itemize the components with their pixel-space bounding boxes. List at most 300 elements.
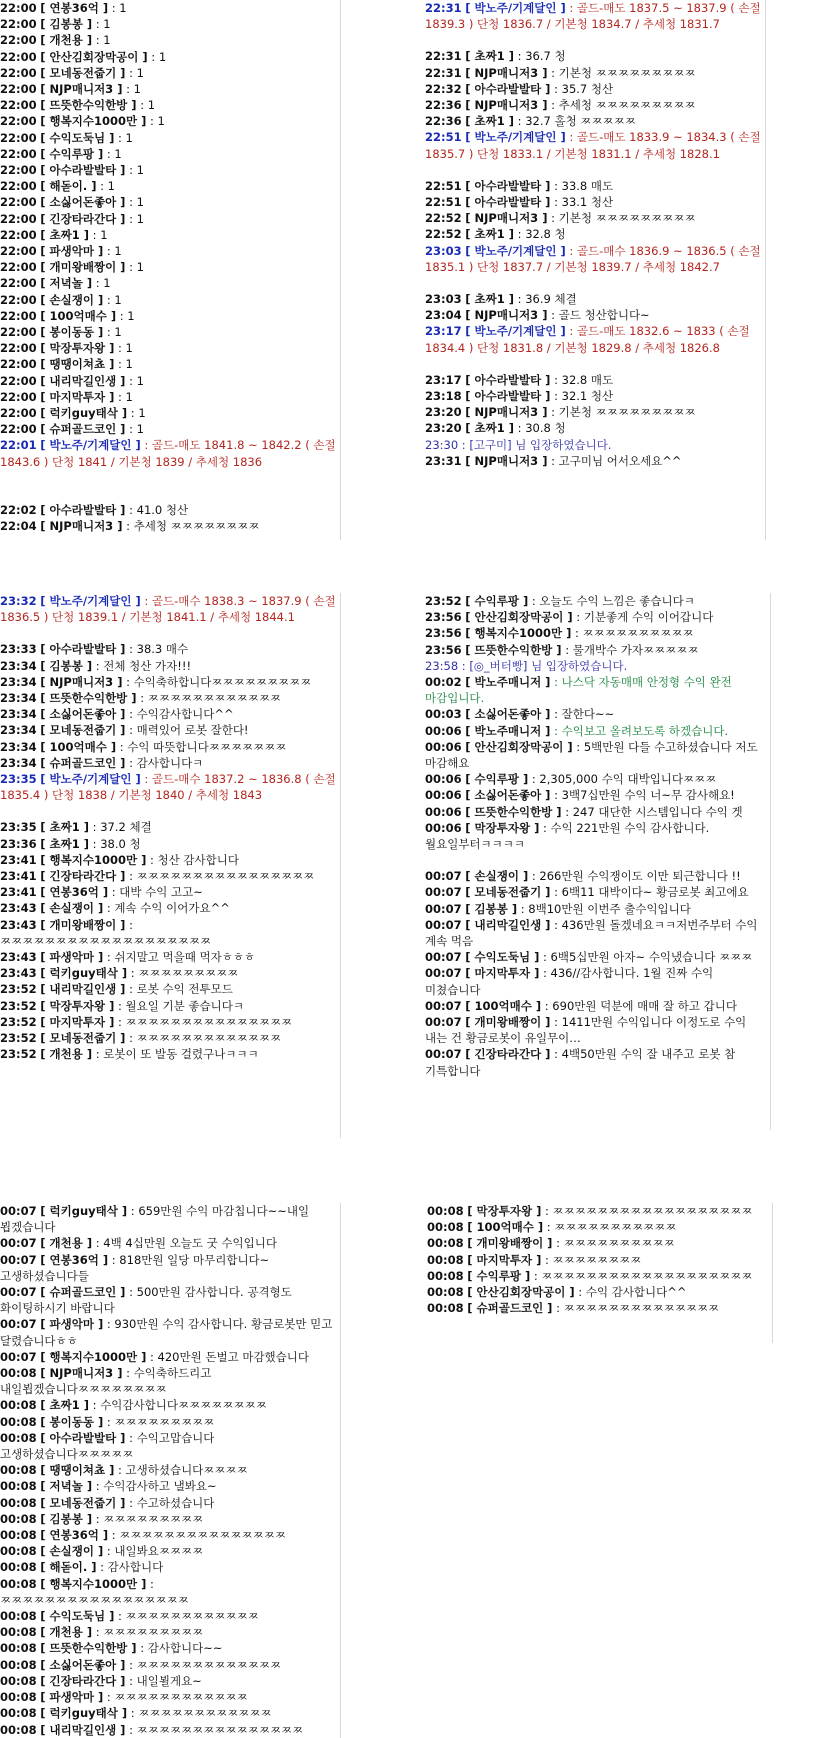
message-nickname: [ 수익루팡 ]: [40, 146, 104, 161]
message-time: 00:08: [427, 1285, 464, 1300]
message-gap: [0, 470, 340, 502]
message-text: : 1: [92, 33, 111, 48]
message-nickname: [ 개천용 ]: [40, 1047, 93, 1062]
chat-message: [425, 625, 770, 641]
message-gap: [0, 803, 340, 819]
message-text: : 기본청 ㅉㅉㅉㅉㅉㅉㅉㅉㅉ: [547, 65, 696, 80]
chat-log-panel-5: [0, 1203, 341, 1738]
message-time: 22:00: [0, 260, 37, 275]
message-time: 00:08: [427, 1236, 464, 1251]
message-time: 00:07: [425, 998, 462, 1013]
message-time: 23:03: [425, 292, 462, 307]
message-nickname: [ 100억매수 ]: [40, 739, 117, 754]
message-time: 00:08: [427, 1220, 464, 1235]
message-nickname: [ 초짜1 ]: [465, 114, 515, 129]
chat-message: [0, 658, 340, 674]
message-text: : 420만원 돈벌고 마감했습니다: [146, 1349, 309, 1364]
message-text: [◎_버터빵] 님 입장하였습니다.: [465, 658, 628, 673]
message-text: : ㅉㅉㅉㅉㅉㅉㅉㅉㅉㅉㅉㅉ: [136, 691, 282, 706]
chat-message: [0, 324, 340, 340]
chat-message: [0, 162, 340, 178]
message-time: 23:35: [0, 820, 37, 835]
message-text: : 수고하셨습니다: [125, 1495, 215, 1510]
chat-message: [0, 518, 340, 534]
chat-message: [425, 178, 765, 194]
chat-message: [0, 1543, 340, 1559]
message-nickname: [ NJP매니저3 ]: [465, 308, 548, 323]
message-text: : 2,305,000 수익 대박입니다ㅉㅉㅉ: [528, 772, 717, 787]
message-time: 22:36: [425, 114, 462, 129]
message-nickname: [ 김봉봉 ]: [465, 901, 518, 916]
chat-message: [0, 868, 340, 884]
chat-message: [425, 965, 770, 997]
message-time: 00:07: [0, 1317, 37, 1332]
message-time: 22:32: [425, 81, 462, 96]
message-time: 22:31: [425, 65, 462, 80]
message-text: : 골드-매도 1833.9 ~ 1834.3 ( 손절 1835.7 ) 단청 1833.1 / 기본청 1831.1 / 추세청 1828.1: [425, 130, 761, 161]
message-nickname: [ 소싫어돈좋아 ]: [40, 195, 126, 210]
message-text: : 골드-매수 1837.2 ~ 1836.8 ( 손절 1835.4 ) 단청 1838 / 기본청 1840 / 추세청 1843: [0, 772, 336, 803]
chat-message: [0, 308, 340, 324]
message-time: 22:00: [0, 227, 37, 242]
message-nickname: [ 럭키guy태삭 ]: [40, 1706, 128, 1721]
chat-message: [0, 1527, 340, 1543]
chat-message: [0, 373, 340, 389]
chat-message: [0, 1014, 340, 1030]
message-nickname: [ 개천용 ]: [40, 1625, 93, 1640]
message-time: 23:33: [0, 642, 37, 657]
message-time: 23:04: [425, 308, 462, 323]
message-time: 00:08: [0, 1398, 37, 1413]
chat-message: [425, 307, 765, 323]
message-nickname: [ 박노주매니저 ]: [465, 675, 551, 690]
message-text: : 35.7 청산: [550, 81, 614, 96]
message-nickname: [ 김봉봉 ]: [40, 17, 93, 32]
message-nickname: [ 모네동전줍기 ]: [465, 885, 551, 900]
message-time: 22:36: [425, 98, 462, 113]
message-text: : 월요일 기분 좋습니다ㅋ: [114, 998, 244, 1013]
message-text: : 1: [125, 211, 144, 226]
message-time: 23:41: [0, 852, 37, 867]
message-nickname: [ 모네동전줍기 ]: [40, 1031, 126, 1046]
message-text: : 수익축하드리고 내일뵙겠습니다ㅉㅉㅉㅉㅉㅉㅉㅉ: [0, 1366, 212, 1397]
message-nickname: [ 소싫어돈좋아 ]: [40, 707, 126, 722]
message-text: : 1: [103, 292, 122, 307]
message-time: 00:06: [425, 804, 462, 819]
message-time: 00:08: [0, 1479, 37, 1494]
message-text: : 6백5십만원 아자~ 수익냈습니다 ㅉㅉㅉ: [539, 950, 753, 965]
message-text: : ㅉㅉㅉㅉㅉㅉㅉㅉㅉㅉㅉㅉㅉㅉㅉㅉㅉㅉ: [541, 1204, 753, 1218]
message-text: : ㅉㅉㅉㅉㅉㅉㅉㅉㅉㅉㅉㅉㅉㅉㅉㅉㅉㅉㅉ: [530, 1268, 753, 1283]
message-nickname: [ 행복지수1000만 ]: [40, 1349, 147, 1364]
message-nickname: [ 파생악마 ]: [40, 244, 104, 259]
message-nickname: [ 럭키guy태삭 ]: [40, 1204, 128, 1218]
chat-message: [0, 130, 340, 146]
message-time: 00:07: [0, 1204, 37, 1218]
message-time: 23:41: [0, 869, 37, 884]
chat-message: [0, 421, 340, 437]
message-nickname: [ 긴장타라간다 ]: [40, 211, 126, 226]
message-text: : ㅉㅉㅉㅉㅉㅉㅉㅉㅉㅉㅉㅉㅉ: [125, 1031, 282, 1046]
message-nickname: [ 모네동전줍기 ]: [40, 1495, 126, 1510]
message-time: 00:07: [425, 1047, 462, 1062]
message-nickname: [ 파생악마 ]: [40, 950, 104, 965]
message-time: 00:08: [0, 1641, 37, 1656]
message-time: 22:00: [0, 33, 37, 48]
message-text: : 1: [108, 1, 127, 15]
message-nickname: [ 아수라발발타 ]: [40, 163, 126, 178]
message-text: : 수익 감사합니다^^: [574, 1285, 687, 1300]
message-nickname: [ 개미왕배짱이 ]: [467, 1236, 553, 1251]
message-time: 23:20: [425, 421, 462, 436]
chat-log-panel-6: [427, 1203, 773, 1343]
chat-message: [427, 1252, 772, 1268]
message-nickname: [ 초짜1 ]: [40, 836, 90, 851]
message-time: 22:00: [0, 308, 37, 323]
message-nickname: [ 마지막투자 ]: [40, 389, 115, 404]
message-text: : 1: [125, 65, 144, 80]
message-time: 23:34: [0, 739, 37, 754]
message-nickname: [ 마지막투자 ]: [467, 1252, 542, 1267]
chat-message: [425, 65, 765, 81]
message-nickname: [ 초짜1 ]: [40, 820, 90, 835]
message-nickname: [ 박노주/기계달인 ]: [465, 1, 566, 15]
message-text: : ㅉㅉㅉㅉㅉㅉㅉㅉㅉㅉㅉㅉ: [114, 1609, 259, 1624]
chat-message: [0, 690, 340, 706]
message-text: : 1: [89, 227, 108, 242]
message-nickname: [ 수익루팡 ]: [467, 1268, 531, 1283]
message-text: : ㅉㅉㅉㅉㅉㅉㅉㅉㅉ: [127, 966, 239, 981]
message-nickname: [ 손실쟁이 ]: [40, 1544, 104, 1559]
message-time: 00:08: [0, 1690, 37, 1705]
chat-message: [0, 389, 340, 405]
message-time: 00:08: [0, 1609, 37, 1624]
chat-log-panel-1: [0, 0, 341, 540]
message-text: : 1: [122, 82, 141, 97]
message-nickname: [ 아수라발발타 ]: [40, 1430, 126, 1445]
message-time: 22:00: [0, 389, 37, 404]
message-text: : 1: [125, 422, 144, 437]
message-time: 00:08: [0, 1657, 37, 1672]
message-nickname: [ 뜨뜻한수익한방 ]: [40, 1641, 137, 1656]
message-nickname: [ 땡땡이쳐쵸 ]: [40, 1463, 115, 1478]
chat-message: [427, 1284, 772, 1300]
chat-message: [425, 226, 765, 242]
message-gap: [425, 162, 765, 178]
message-gap: [425, 356, 765, 372]
chat-message: [425, 323, 765, 355]
chat-message: [0, 755, 340, 771]
message-time: 00:07: [425, 869, 462, 884]
message-nickname: [ 김봉봉 ]: [40, 658, 93, 673]
message-time: 23:30 :: [425, 437, 466, 452]
message-nickname: [ 막장투자왕 ]: [40, 341, 115, 356]
message-text: : 1: [125, 195, 144, 210]
chat-message: [0, 340, 340, 356]
message-time: 23:17: [425, 372, 462, 387]
chat-message: [425, 81, 765, 97]
chat-message: [0, 900, 340, 916]
message-text: : 골드-매도 1832.6 ~ 1833 ( 손절 1834.4 ) 단청 1831.8 / 기본청 1829.8 / 추세청 1826.8: [425, 324, 750, 355]
chat-message: [425, 113, 765, 129]
message-time: 22:00: [0, 325, 37, 340]
message-time: 23:56: [425, 610, 462, 625]
chat-message: [425, 129, 765, 161]
chat-message: [0, 641, 340, 657]
chat-message: [0, 1640, 340, 1656]
chat-message: [425, 820, 770, 852]
message-text: : 내일뵐게요~: [125, 1673, 202, 1688]
message-time: 23:52: [0, 1014, 37, 1029]
message-text: : 오늘도 수익 느낌은 좋습니다ㅋ: [528, 594, 695, 608]
message-nickname: [ 슈퍼골드코인 ]: [40, 755, 126, 770]
message-nickname: [ 파생악마 ]: [40, 1317, 104, 1332]
chat-message: [0, 243, 340, 259]
chat-message: [0, 593, 340, 625]
chat-message: [425, 949, 770, 965]
message-nickname: [ 모네동전줍기 ]: [40, 65, 126, 80]
message-nickname: [ 초짜1 ]: [465, 227, 515, 242]
message-time: 23:20: [425, 405, 462, 420]
message-nickname: [ 아수라발발타 ]: [465, 195, 551, 210]
message-text: : 골드-매수 1836.9 ~ 1836.5 ( 손절 1835.1 ) 단청 1837.7 / 기본청 1839.7 / 추세청 1842.7: [425, 243, 761, 274]
chat-message: [0, 0, 340, 16]
message-time: 00:06: [425, 723, 462, 738]
message-text: : 3백7십만원 수익 너~무 감사해요!: [550, 788, 735, 803]
message-text: : 1: [147, 49, 167, 64]
chat-message: [425, 372, 765, 388]
message-text: : ㅉㅉㅉㅉㅉㅉㅉㅉ: [541, 1252, 642, 1267]
message-time: 00:07: [0, 1285, 37, 1300]
message-time: 00:08: [0, 1625, 37, 1640]
message-text: : 1: [125, 373, 144, 388]
chat-message: [0, 49, 340, 65]
message-nickname: [ 아수라발발타 ]: [465, 372, 551, 387]
chat-message: [0, 1252, 340, 1284]
chat-message: [425, 868, 770, 884]
message-time: 22:00: [0, 98, 37, 113]
chat-message: [0, 852, 340, 868]
message-time: 00:06: [425, 739, 462, 754]
message-text: : 1: [125, 163, 144, 178]
message-time: 22:31: [425, 49, 462, 64]
message-text: : 로봇이 또 발동 걸렸구나ㅋㅋㅋ: [92, 1047, 259, 1062]
chat-log-panel-3: [0, 593, 341, 1138]
message-text: : 32.8 매도: [550, 372, 614, 387]
chat-message: [0, 16, 340, 32]
chat-message: [425, 1014, 770, 1046]
message-time: 23:34: [0, 658, 37, 673]
message-time: 00:08: [0, 1673, 37, 1688]
message-nickname: [ 초짜1 ]: [40, 1398, 90, 1413]
message-text: : 감사합니다~~: [136, 1641, 223, 1656]
message-time: 00:02: [425, 675, 462, 690]
message-time: 00:07: [425, 885, 462, 900]
message-nickname: [ 뜨뜻한수익한방 ]: [40, 98, 137, 113]
message-time: 22:00: [0, 179, 37, 194]
message-text: : 골드 청산합니다~: [547, 308, 650, 323]
message-text: : 청산 감사합니다: [146, 852, 239, 867]
message-nickname: [ 연봉36억 ]: [40, 1252, 109, 1267]
message-text: : ㅉㅉㅉㅉㅉㅉㅉㅉㅉㅉㅉㅉㅉㅉㅉ: [125, 1722, 304, 1737]
message-time: 23:52: [0, 998, 37, 1013]
message-time: 22:00: [0, 163, 37, 178]
message-text: : ㅉㅉㅉㅉㅉㅉㅉㅉㅉ: [92, 1511, 204, 1526]
message-text: : 1: [92, 276, 111, 291]
message-text: : 매력있어 로봇 잘한다!: [125, 723, 249, 738]
chat-message: [0, 1349, 340, 1365]
chat-message: [425, 97, 765, 113]
message-gap: [425, 852, 770, 868]
message-text: : ㅉㅉㅉㅉㅉㅉㅉㅉㅉㅉㅉㅉㅉㅉㅉㅉ: [125, 869, 315, 884]
message-text: : 로봇 수익 전투모드: [125, 982, 233, 997]
message-time: 00:06: [425, 788, 462, 803]
message-time: 00:08: [427, 1204, 464, 1218]
message-time: 22:51: [425, 130, 462, 145]
message-text: : 8백10만원 이번주 출수익입니다: [517, 901, 691, 916]
chat-log-panel-2: [425, 0, 766, 540]
chat-message: [0, 771, 340, 803]
message-text: : ㅉㅉㅉㅉㅉㅉㅉㅉㅉㅉㅉㅉㅉㅉㅉ: [114, 1014, 293, 1029]
message-text: : ㅉㅉㅉㅉㅉㅉㅉㅉㅉㅉㅉ: [543, 1220, 677, 1235]
message-text: : 고구미님 어서오세요^^: [547, 453, 682, 468]
message-nickname: [ 저녁놀 ]: [40, 1479, 93, 1494]
chat-message: [427, 1300, 772, 1316]
message-time: 23:43: [0, 917, 37, 932]
message-text: : 4백50만원 수익 잘 내주고 로봇 참 기특합니다: [425, 1047, 736, 1078]
message-text: [고구미] 님 입장하였습니다.: [465, 437, 612, 452]
message-nickname: [ 손실쟁이 ]: [465, 869, 529, 884]
message-text: : 4백 4십만원 오늘도 굿 수익입니다: [92, 1236, 277, 1251]
chat-message: [425, 593, 770, 609]
message-text: : 수익감사합니다ㅉㅉㅉㅉㅉㅉㅉㅉ: [89, 1398, 267, 1413]
message-nickname: [ 안산김회장막공이 ]: [465, 739, 573, 754]
chat-message: [0, 502, 340, 518]
message-time: 22:04: [0, 519, 37, 534]
message-time: 23:17: [425, 324, 462, 339]
message-time: 00:07: [425, 966, 462, 981]
message-time: 23:52: [425, 594, 462, 608]
message-text: : 32.8 청: [514, 227, 566, 242]
chat-message: [0, 227, 340, 243]
message-nickname: [ 내리막길인생 ]: [40, 982, 126, 997]
message-text: : 1: [114, 341, 133, 356]
message-nickname: [ 100억매수 ]: [465, 998, 542, 1013]
message-text: : 930만원 수익 감사합니다. 황금로봇만 믿고 달렸습니다ㅎㅎ: [0, 1317, 333, 1348]
message-nickname: [ 개천용 ]: [40, 1236, 93, 1251]
message-gap: [0, 625, 340, 641]
chat-message: [0, 1235, 340, 1251]
message-nickname: [ 박노주/기계달인 ]: [40, 438, 141, 453]
message-text: : 나스닥 자동매매 안정형 수익 완전 마감입니다.: [425, 675, 732, 706]
message-nickname: [ 저녁놀 ]: [40, 276, 93, 291]
message-text: : 1: [125, 260, 144, 275]
message-nickname: [ 소싫어돈좋아 ]: [465, 707, 551, 722]
message-nickname: [ 안산김회장막공이 ]: [40, 49, 148, 64]
message-text: : 32.1 청산: [550, 389, 614, 404]
message-nickname: [ 아수라발발타 ]: [465, 81, 551, 96]
message-nickname: [ 슈퍼골드코인 ]: [40, 422, 126, 437]
message-time: 00:08: [0, 1544, 37, 1559]
chat-message: [0, 1657, 340, 1673]
message-time: 22:00: [0, 114, 37, 129]
message-text: : 1: [114, 389, 133, 404]
message-time: 22:00: [0, 130, 37, 145]
message-text: : 36.9 체결: [514, 292, 577, 307]
message-time: 00:07: [425, 950, 462, 965]
chat-message: [427, 1268, 772, 1284]
chat-message: [0, 739, 340, 755]
message-time: 23:52: [0, 982, 37, 997]
message-text: : 1: [103, 244, 122, 259]
chat-message: [0, 1414, 340, 1430]
message-nickname: [ NJP매니저3 ]: [465, 98, 548, 113]
message-text: : 수익감사하고 낼봐요~: [92, 1479, 217, 1494]
message-text: : ㅉㅉㅉㅉㅉㅉㅉㅉㅉㅉㅉㅉ: [127, 1706, 272, 1721]
chat-message: [0, 1673, 340, 1689]
chat-message: [425, 917, 770, 949]
message-text: : 기분좋게 수익 이어갑니다: [572, 610, 714, 625]
message-text: : 37.2 체결: [89, 820, 152, 835]
chat-message: [0, 97, 340, 113]
message-nickname: [ 박노주/기계달인 ]: [465, 243, 566, 258]
message-text: : 전체 청산 가자!!!: [92, 658, 192, 673]
chat-message: [425, 388, 765, 404]
message-nickname: [ 해돋이. ]: [40, 1560, 97, 1575]
chat-message: [425, 884, 770, 900]
message-nickname: [ 손실쟁이 ]: [40, 901, 104, 916]
message-time: 00:08: [0, 1511, 37, 1526]
message-text: : 30.8 청: [514, 421, 566, 436]
chat-message: [427, 1219, 772, 1235]
message-text: : 36.7 청: [514, 49, 566, 64]
message-time: 23:36: [0, 836, 37, 851]
message-text: : 수익보고 올려보도록 하겠습니다.: [550, 723, 729, 738]
message-nickname: [ 봉이동동 ]: [40, 325, 104, 340]
message-nickname: [ 소싫어돈좋아 ]: [465, 788, 551, 803]
message-time: 00:08: [0, 1560, 37, 1575]
message-nickname: [ 연봉36억 ]: [40, 1, 109, 15]
message-text: : ㅉㅉㅉㅉㅉㅉㅉㅉㅉㅉㅉㅉㅉㅉㅉ: [108, 1528, 286, 1543]
chat-message: [0, 113, 340, 129]
message-text: : 1: [103, 146, 122, 161]
message-nickname: [ 아수라발발타 ]: [40, 502, 126, 517]
message-time: 00:08: [427, 1268, 464, 1283]
message-nickname: [ 개미왕배짱이 ]: [465, 1015, 551, 1030]
chat-message: [425, 453, 765, 469]
chat-message: [0, 1722, 340, 1738]
message-time: 22:31: [425, 1, 462, 15]
message-time: 00:07: [425, 901, 462, 916]
message-nickname: [ 행복지수1000만 ]: [40, 852, 147, 867]
message-time: 22:52: [425, 227, 462, 242]
message-text: : 1: [114, 357, 133, 372]
chat-message: [0, 998, 340, 1014]
message-nickname: [ 100억매수 ]: [467, 1220, 544, 1235]
message-time: 23:58 :: [425, 658, 466, 673]
message-time: 22:00: [0, 49, 37, 64]
chat-message: [0, 65, 340, 81]
message-nickname: [ 초짜1 ]: [465, 292, 515, 307]
message-nickname: [ 박노주/기계달인 ]: [40, 594, 141, 608]
message-text: : 계속 수익 이어가요^^: [103, 901, 230, 916]
message-nickname: [ 행복지수1000만 ]: [40, 114, 147, 129]
message-nickname: [ 내리막길인생 ]: [465, 917, 551, 932]
message-nickname: [ 뜨뜻한수익한방 ]: [465, 642, 562, 657]
chat-message: [0, 1397, 340, 1413]
chat-message: [425, 771, 770, 787]
message-time: 00:08: [0, 1495, 37, 1510]
